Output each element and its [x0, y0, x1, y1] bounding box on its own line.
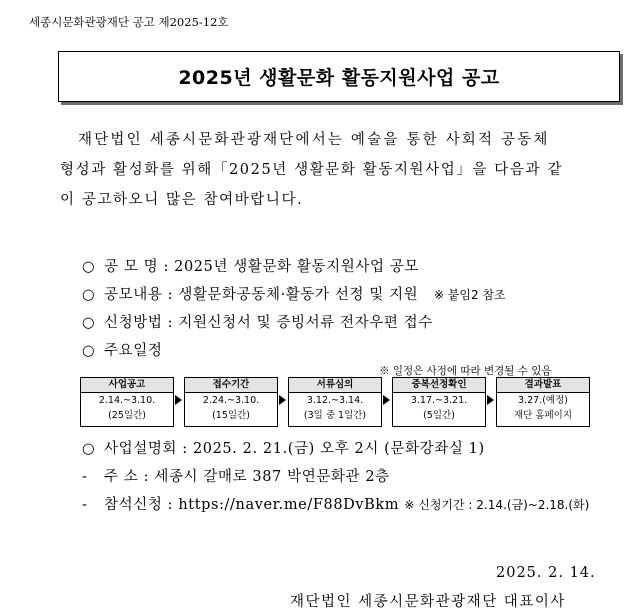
circle-bullet-icon: ○ [82, 343, 96, 359]
circle-bullet-icon: ○ [82, 287, 96, 303]
stage-dates: 3.27.(예정) [518, 395, 568, 406]
item-value: 2025년 생활문화 활동지원사업 공모 [174, 259, 419, 275]
issue-date: 2025. 2. 14. [496, 565, 596, 581]
list-item-method: ○ 신청방법 : 지원신청서 및 증빙서류 전자우편 접수 [82, 315, 433, 331]
arrow-right-icon [175, 395, 182, 405]
briefing-value: 2025. 2. 21.(금) 오후 2시 (문화강좌실 1) [192, 441, 485, 457]
stage-duration: (3일 중 1일간) [303, 410, 367, 421]
schedule-stage [184, 377, 278, 427]
schedule-stage [288, 377, 382, 427]
arrow-right-icon [383, 395, 390, 405]
stage-dates: 2.24.~3.10. [202, 395, 260, 406]
stage-duration: 재단 홈페이지 [513, 410, 573, 421]
stage-title: 서류심의 [289, 378, 381, 393]
circle-bullet-icon: ○ [82, 315, 96, 331]
stage-title: 사업공고 [81, 378, 173, 393]
arrow-right-icon [279, 395, 286, 405]
address-value: 세종시 갈매로 387 박연문화관 2층 [154, 469, 390, 485]
stage-dates: 3.17.~3.21. [410, 395, 468, 406]
stage-duration: (15일간) [212, 410, 250, 421]
list-item-content: ○ 공모내용 : 생활문화공동체·활동가 선정 및 지원 ※ 붙임2 참조 [82, 287, 506, 303]
registration-line: - 참석신청 : https://naver.me/F88DvBkm ※ 신청기간 : 2.14.(금)~2.18.(화) [82, 497, 590, 513]
attachment-note: ※ 붙임2 참조 [433, 288, 506, 302]
title-box [58, 51, 620, 102]
arrow-right-icon [487, 395, 494, 405]
stage-duration: (25일간) [108, 410, 146, 421]
circle-bullet-icon: ○ [82, 441, 96, 457]
intro-line-1: 재단법인 세종시문화관광재단에서는 예술을 통한 사회적 공동체 [78, 132, 550, 148]
stage-dates: 2.14.~3.10. [98, 395, 156, 406]
stage-title: 접수기간 [185, 378, 277, 393]
stage-dates: 3.12.~3.14. [306, 395, 364, 406]
page-title: 2025년 생활문화 활동지원사업 공고 [178, 67, 500, 89]
schedule-stage [392, 377, 486, 427]
stage-title: 중복선정확인 [393, 378, 485, 393]
stage-duration: (5일간) [423, 410, 455, 421]
circle-bullet-icon: ○ [82, 259, 96, 275]
signature: 재단법인 세종시문화관광재단 대표이사 [290, 594, 566, 610]
notice-number: 세종시문화관광재단 공고 제2025-12호 [29, 15, 229, 29]
schedule-note: ※ 일정은 사정에 따라 변경될 수 있음 [379, 365, 552, 377]
stage-title: 결과발표 [497, 378, 589, 393]
registration-link[interactable]: https://naver.me/F88DvBkm [178, 497, 400, 513]
schedule-stage [496, 377, 590, 427]
intro-line-2: 형성과 활성화를 위해「2025년 생활문화 활동지원사업」을 다음과 같 [60, 162, 563, 178]
list-item-briefing: ○ 사업설명회 : 2025. 2. 21.(금) 오후 2시 (문화강좌실 1) [82, 441, 485, 457]
address-line: - 주 소 : 세종시 갈매로 387 박연문화관 2층 [82, 469, 390, 485]
registration-period: ※ 신청기간 : 2.14.(금)~2.18.(화) [404, 498, 590, 512]
item-value: 생활문화공동체·활동가 선정 및 지원 [178, 287, 419, 303]
list-item-schedule: ○ 주요일정 [82, 343, 163, 359]
schedule-stage [80, 377, 174, 427]
list-item-title: ○ 공 모 명 : 2025년 생활문화 활동지원사업 공모 [82, 259, 419, 275]
item-value: 지원신청서 및 증빙서류 전자우편 접수 [178, 315, 433, 331]
intro-line-3: 이 공고하오니 많은 참여바랍니다. [60, 192, 304, 208]
